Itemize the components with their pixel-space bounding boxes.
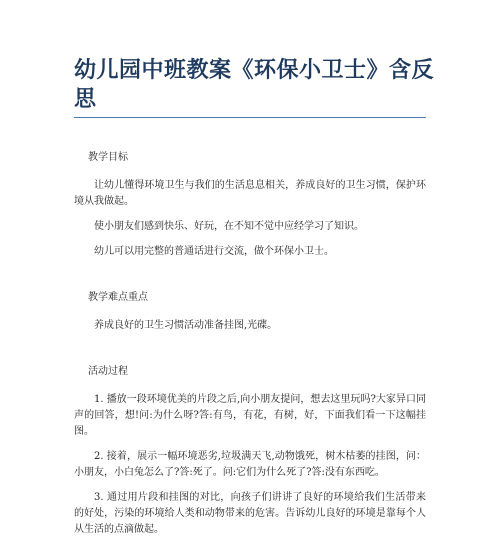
paragraph: 3. 通过用片段和挂图的对比，向孩子们讲讲了良好的环境给我们生活带来的好处，污染的环境给人类和动物带来的危害。告诉幼儿良好的环境是靠每个人从生活的点滴做起。 bbox=[74, 492, 426, 535]
paragraph: 2. 接着，展示一幅环境恶劣,垃圾满天飞,动物饿死，树木枯萎的挂图，问：小朋友，小白兔怎么了?答:死了。问:它们为什么死了?答:没有东西吃。 bbox=[74, 451, 426, 478]
paragraph: 1. 播放一段环境优美的片段之后,向小朋友提问，想去这里玩吗?大家异口同声的回答，想!问:为什么呀?答:有鸟，有花，有树，好，下面我们看一下这幅挂图。 bbox=[74, 394, 426, 437]
paragraph: 使小朋友们感到快乐、好玩，在不知不觉中应经学习了知识。 bbox=[94, 221, 364, 232]
title-divider bbox=[74, 117, 426, 118]
paragraph: 让幼儿懂得环境卫生与我们的生活息息相关，养成良好的卫生习惯，保护环境从我做起。 bbox=[74, 180, 426, 207]
paragraph: 养成良好的卫生习惯活动准备挂图,光碟。 bbox=[94, 320, 278, 331]
section-spacer bbox=[74, 343, 426, 364]
section-heading: 教学目标 bbox=[88, 152, 128, 163]
section-heading: 教学难点重点 bbox=[88, 292, 148, 303]
section-key-points bbox=[74, 290, 426, 334]
document-body bbox=[74, 150, 426, 547]
document-title: 幼儿园中班教案《环保小卫士》含反思 bbox=[74, 58, 435, 112]
section-heading: 活动过程 bbox=[88, 366, 128, 377]
paragraph: 幼儿可以用完整的普通话进行交流，做个环保小卫士。 bbox=[94, 246, 334, 257]
section-teaching-goals bbox=[74, 150, 426, 260]
section-spacer bbox=[74, 269, 426, 290]
section-activity-process bbox=[74, 364, 426, 538]
